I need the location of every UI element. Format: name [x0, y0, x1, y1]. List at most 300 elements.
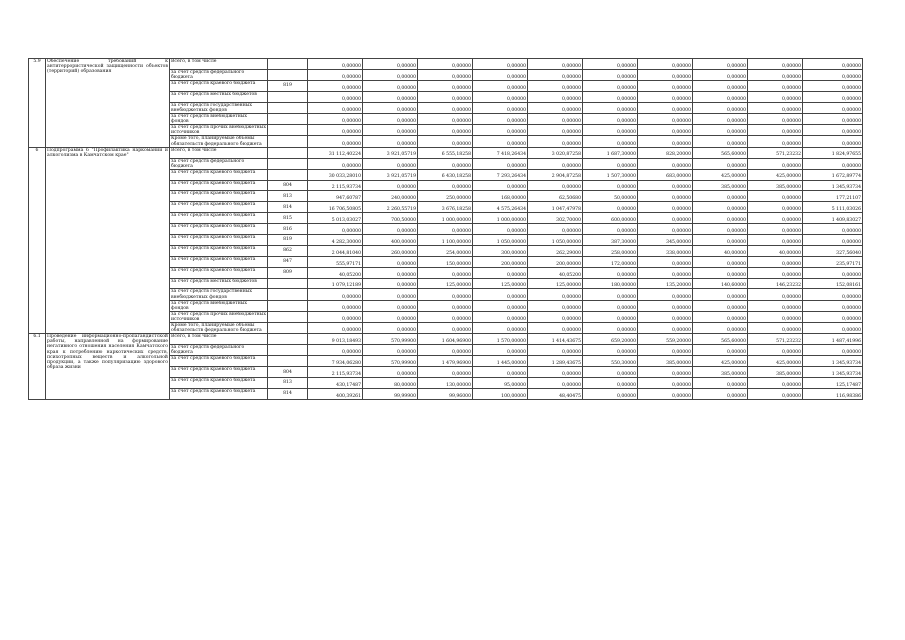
funding-source: за счет средств прочих внебюджетных источников: [171, 311, 266, 322]
amount-year: 659,20000: [583, 334, 638, 345]
amount-year: 0,00000: [803, 91, 863, 102]
amount-year: 0,00000: [748, 81, 803, 92]
amount-year: 0,00000: [638, 267, 693, 278]
amount-total: 555,97171: [308, 256, 363, 267]
amount-year: 0,00000: [473, 81, 528, 92]
amount-year: 0,00000: [363, 289, 418, 300]
amount-year: 0,00000: [638, 158, 693, 169]
amount-year: 2 260,55719: [363, 202, 418, 213]
amount-year: 258,00000: [583, 245, 638, 256]
amount-year: 1 050,00000: [473, 235, 528, 246]
amount-year: 1 289,43675: [528, 356, 583, 367]
amount-year: 0,00000: [638, 69, 693, 80]
amount-year: 0,00000: [638, 202, 693, 213]
amount-year: 0,00000: [803, 59, 863, 70]
amount-year: 0,00000: [528, 69, 583, 80]
amount-year: 0,00000: [528, 311, 583, 322]
amount-year: 0,00000: [583, 158, 638, 169]
budget-code: [268, 91, 308, 102]
funding-source: за счет средств государственных внебюджетных фондов: [170, 102, 268, 113]
funding-source: за счет средств федерального бюджета: [170, 345, 268, 356]
amount-year: 0,00000: [748, 300, 803, 311]
amount-year: 385,00000: [693, 180, 748, 191]
amount-year: 177,21107: [803, 191, 863, 202]
amount-year: 0,00000: [803, 224, 863, 235]
budget-code: 814: [268, 388, 308, 399]
amount-year: 0,00000: [748, 267, 803, 278]
amount-year: 0,00000: [803, 69, 863, 80]
amount-year: 0,00000: [418, 300, 473, 311]
amount-year: 62,50680: [528, 191, 583, 202]
amount-year: 7 418,26434: [473, 147, 528, 158]
amount-year: 0,00000: [528, 59, 583, 70]
amount-year: 0,00000: [693, 202, 748, 213]
amount-year: 0,00000: [803, 102, 863, 113]
funding-source: за счет средств государственных внебюджетных фондов: [170, 289, 268, 300]
amount-total: 2 115,93734: [308, 367, 363, 378]
amount-year: 172,00000: [583, 256, 638, 267]
amount-year: 0,00000: [748, 289, 803, 300]
amount-total: 40,05200: [308, 267, 363, 278]
amount-year: 0,00000: [748, 323, 803, 334]
amount-year: 0,00000: [748, 114, 803, 125]
budget-code: [268, 114, 308, 125]
amount-year: 0,00000: [748, 235, 803, 246]
amount-year: 0,00000: [363, 323, 418, 334]
amount-year: 0,00000: [473, 102, 528, 113]
amount-year: 0,00000: [803, 136, 863, 147]
amount-year: 0,00000: [363, 180, 418, 191]
funding-source: за счет средств краевого бюджета: [170, 224, 268, 235]
amount-year: 0,00000: [473, 323, 528, 334]
amount-year: 0,00000: [638, 191, 693, 202]
amount-year: 0,00000: [418, 158, 473, 169]
amount-year: 0,00000: [473, 125, 528, 136]
amount-total: 947,60787: [308, 191, 363, 202]
budget-code: [268, 136, 308, 147]
amount-total: 2 115,93734: [308, 180, 363, 191]
budget-code: [268, 289, 308, 300]
budget-code: [268, 125, 308, 136]
amount-year: 0,00000: [583, 388, 638, 399]
amount-year: 0,00000: [803, 289, 863, 300]
amount-year: 0,00000: [528, 289, 583, 300]
amount-year: 260,00000: [363, 245, 418, 256]
amount-total: 0,00000: [308, 311, 363, 322]
amount-year: 3 921,05719: [363, 147, 418, 158]
funding-source: Кроме того, планируемые объемы обязательств федерального бюджета: [170, 136, 268, 147]
budget-code: [268, 323, 308, 334]
amount-year: 0,00000: [693, 114, 748, 125]
amount-total: 16 706,50805: [308, 202, 363, 213]
item-title: Подпрограмма 6 "Профилактика наркомании и алкоголизма в Камчатском крае": [46, 147, 170, 334]
amount-year: 0,00000: [583, 311, 638, 322]
budget-code: [268, 169, 308, 180]
amount-year: 80,00000: [363, 378, 418, 389]
amount-total: 0,00000: [308, 125, 363, 136]
amount-year: 0,00000: [583, 267, 638, 278]
amount-year: 1 672,89774: [803, 169, 863, 180]
amount-year: 0,00000: [583, 378, 638, 389]
amount-year: 0,00000: [748, 125, 803, 136]
amount-year: 3 020,87258: [528, 147, 583, 158]
amount-year: 2 904,87258: [528, 169, 583, 180]
amount-year: 0,00000: [638, 311, 693, 322]
budget-code: 804: [268, 367, 308, 378]
amount-year: 0,00000: [418, 59, 473, 70]
amount-year: 565,60000: [693, 334, 748, 345]
amount-total: 2 044,81040: [308, 245, 363, 256]
amount-year: 0,00000: [748, 345, 803, 356]
amount-year: 0,00000: [418, 91, 473, 102]
amount-year: 1 479,96900: [418, 356, 473, 367]
amount-year: 0,00000: [748, 59, 803, 70]
item-number: 5.9: [29, 59, 46, 148]
amount-year: 0,00000: [693, 256, 748, 267]
amount-year: 0,00000: [363, 345, 418, 356]
amount-year: 0,00000: [528, 136, 583, 147]
amount-year: 0,00000: [473, 367, 528, 378]
amount-year: 50,00000: [583, 191, 638, 202]
amount-year: 0,00000: [803, 125, 863, 136]
amount-year: 250,00000: [418, 191, 473, 202]
amount-year: 385,00000: [748, 180, 803, 191]
amount-year: 0,00000: [748, 213, 803, 224]
budget-code: [268, 147, 308, 158]
budget-table: [28, 58, 863, 400]
amount-year: 1 570,00000: [473, 334, 528, 345]
amount-year: 0,00000: [693, 300, 748, 311]
amount-total: 0,00000: [308, 158, 363, 169]
amount-year: 0,00000: [693, 102, 748, 113]
amount-year: 0,00000: [693, 91, 748, 102]
funding-source: Всего, в том числе: [170, 59, 268, 70]
amount-year: 0,00000: [418, 267, 473, 278]
amount-year: 0,00000: [583, 224, 638, 235]
budget-code: 815: [268, 213, 308, 224]
amount-year: 1 409,83027: [803, 213, 863, 224]
amount-year: 99,96000: [418, 388, 473, 399]
amount-year: 200,00000: [528, 256, 583, 267]
amount-total: 0,00000: [308, 289, 363, 300]
amount-year: 0,00000: [583, 69, 638, 80]
amount-year: 0,00000: [693, 289, 748, 300]
funding-source: за счет средств краевого бюджета: [170, 245, 268, 256]
amount-year: 1 604,96900: [418, 334, 473, 345]
amount-year: 300,00000: [473, 245, 528, 256]
amount-total: 5 013,03027: [308, 213, 363, 224]
amount-year: 0,00000: [528, 91, 583, 102]
amount-year: 0,00000: [363, 300, 418, 311]
amount-year: 262,29000: [528, 245, 583, 256]
budget-code: 804: [268, 180, 308, 191]
amount-year: 0,00000: [583, 180, 638, 191]
funding-source: за счет средств краевого бюджета: [170, 202, 268, 213]
amount-year: 0,00000: [638, 59, 693, 70]
amount-year: 0,00000: [693, 81, 748, 92]
amount-total: 0,00000: [308, 224, 363, 235]
amount-year: 0,00000: [363, 114, 418, 125]
amount-year: 385,00000: [693, 367, 748, 378]
amount-year: 0,00000: [363, 136, 418, 147]
amount-year: 0,00000: [693, 267, 748, 278]
amount-year: 146,23232: [748, 278, 803, 289]
amount-year: 425,00000: [748, 169, 803, 180]
funding-source: за счет средств краевого бюджета: [170, 256, 268, 267]
budget-code: [268, 59, 308, 70]
amount-year: 0,00000: [748, 224, 803, 235]
amount-year: 345,00000: [638, 235, 693, 246]
table-row: [29, 334, 863, 345]
amount-year: 0,00000: [638, 289, 693, 300]
amount-year: 0,00000: [528, 224, 583, 235]
amount-year: 95,00000: [473, 378, 528, 389]
amount-year: 0,00000: [748, 256, 803, 267]
amount-total: 0,00000: [308, 59, 363, 70]
amount-year: 0,00000: [583, 59, 638, 70]
amount-year: 0,00000: [363, 311, 418, 322]
amount-year: 235,97171: [803, 256, 863, 267]
amount-year: 400,00000: [363, 235, 418, 246]
amount-year: 0,00000: [418, 311, 473, 322]
amount-year: 125,00000: [473, 278, 528, 289]
amount-year: 0,00000: [638, 180, 693, 191]
amount-year: 0,00000: [473, 136, 528, 147]
amount-year: 40,00000: [748, 245, 803, 256]
amount-year: 0,00000: [693, 213, 748, 224]
amount-year: 130,00000: [418, 378, 473, 389]
funding-source: за счет средств прочих внебюджетных источников: [171, 125, 266, 136]
amount-year: 0,00000: [528, 323, 583, 334]
amount-year: 0,00000: [803, 81, 863, 92]
amount-year: 1 000,00000: [473, 213, 528, 224]
amount-year: 571,23232: [748, 334, 803, 345]
amount-year: 0,00000: [748, 378, 803, 389]
amount-year: 0,00000: [418, 81, 473, 92]
amount-year: 0,00000: [363, 81, 418, 92]
amount-year: 240,00000: [363, 191, 418, 202]
budget-code: 813: [268, 378, 308, 389]
amount-year: 0,00000: [528, 81, 583, 92]
amount-total: 31 112,40224: [308, 147, 363, 158]
budget-code: [268, 334, 308, 345]
amount-year: 0,00000: [638, 345, 693, 356]
funding-source: за счет средств краевого бюджета: [170, 213, 268, 224]
funding-source: за счет средств краевого бюджета: [170, 81, 268, 92]
amount-year: 0,00000: [583, 125, 638, 136]
budget-code: [268, 102, 308, 113]
amount-total: 0,00000: [308, 136, 363, 147]
item-title: Проведение информационно-пропагандистской работы, направленной на формирование негативного отношения населения Камчатского края к потреблению наркотических средств, психотропных веществ и алкогольной продукции, а также популяризацию здорового образа жизни: [46, 334, 170, 400]
amount-year: 0,00000: [528, 378, 583, 389]
budget-code: [268, 278, 308, 289]
funding-source: за счет средств внебюджетных фондов: [170, 114, 268, 125]
amount-year: 0,00000: [638, 136, 693, 147]
item-number: 6: [29, 147, 46, 334]
amount-year: 0,00000: [473, 114, 528, 125]
amount-total: 9 013,18493: [308, 334, 363, 345]
item-number: 6.1: [29, 334, 46, 400]
amount-year: 302,70000: [528, 213, 583, 224]
budget-code: 813: [268, 191, 308, 202]
amount-year: 387,30000: [583, 235, 638, 246]
funding-source: за счет средств краевого бюджета: [170, 378, 268, 389]
amount-year: 0,00000: [418, 114, 473, 125]
amount-year: 0,00000: [418, 69, 473, 80]
amount-year: 338,00000: [638, 245, 693, 256]
amount-year: 1 445,00000: [473, 356, 528, 367]
funding-source: за счет средств краевого бюджета: [170, 169, 268, 180]
funding-source: за счет средств местных бюджетов: [170, 91, 268, 102]
amount-total: 0,00000: [308, 69, 363, 80]
amount-year: 0,00000: [363, 59, 418, 70]
amount-year: 1 100,00000: [418, 235, 473, 246]
amount-year: 140,60000: [693, 278, 748, 289]
budget-code: 814: [268, 202, 308, 213]
amount-year: 0,00000: [363, 367, 418, 378]
amount-year: 0,00000: [363, 224, 418, 235]
amount-year: 828,20000: [638, 147, 693, 158]
amount-year: 0,00000: [528, 114, 583, 125]
amount-year: 1 000,00000: [418, 213, 473, 224]
amount-total: 430,17487: [308, 378, 363, 389]
budget-code: [268, 69, 308, 80]
amount-year: 0,00000: [748, 102, 803, 113]
budget-code: 819: [268, 235, 308, 246]
budget-code: 847: [268, 256, 308, 267]
amount-year: 0,00000: [638, 378, 693, 389]
amount-year: 0,00000: [638, 224, 693, 235]
amount-year: 0,00000: [803, 323, 863, 334]
amount-year: 0,00000: [638, 81, 693, 92]
budget-code: 809: [268, 267, 308, 278]
amount-year: 5 111,03026: [803, 202, 863, 213]
amount-year: 0,00000: [638, 388, 693, 399]
item-title: Обеспечение требований к антитеррористической защищенности объектов (территорий) образования: [46, 59, 170, 148]
funding-source: за счет средств краевого бюджета: [170, 267, 268, 278]
amount-year: 1 345,93734: [803, 356, 863, 367]
amount-year: 565,60000: [693, 147, 748, 158]
amount-year: 0,00000: [748, 311, 803, 322]
amount-year: 0,00000: [418, 345, 473, 356]
budget-code: [268, 158, 308, 169]
funding-source: за счет средств краевого бюджета: [170, 191, 268, 202]
amount-year: 0,00000: [583, 300, 638, 311]
amount-year: 0,00000: [528, 180, 583, 191]
amount-year: 0,00000: [638, 300, 693, 311]
budget-code: [268, 300, 308, 311]
amount-year: 0,00000: [583, 136, 638, 147]
amount-year: 1 687,30000: [583, 147, 638, 158]
amount-year: 48,40475: [528, 388, 583, 399]
amount-year: 0,00000: [803, 311, 863, 322]
amount-year: 168,00000: [473, 191, 528, 202]
budget-code: 816: [268, 224, 308, 235]
amount-year: 385,00000: [748, 367, 803, 378]
funding-source: за счет средств внебюджетных фондов: [170, 300, 268, 311]
amount-year: 100,00000: [473, 388, 528, 399]
amount-year: 0,00000: [363, 91, 418, 102]
amount-year: 1 507,30000: [583, 169, 638, 180]
amount-year: 0,00000: [693, 323, 748, 334]
amount-year: 0,00000: [363, 102, 418, 113]
funding-source: за счет средств краевого бюджета: [170, 367, 268, 378]
amount-year: 385,00000: [638, 356, 693, 367]
amount-year: 0,00000: [638, 114, 693, 125]
amount-year: 0,00000: [693, 125, 748, 136]
budget-code: 862: [268, 245, 308, 256]
amount-year: 0,00000: [638, 91, 693, 102]
amount-year: 0,00000: [803, 114, 863, 125]
amount-year: 0,00000: [693, 69, 748, 80]
amount-year: 0,00000: [528, 125, 583, 136]
amount-year: 0,00000: [638, 367, 693, 378]
amount-total: 30 033,28010: [308, 169, 363, 180]
amount-year: 0,00000: [638, 102, 693, 113]
amount-year: 0,00000: [693, 388, 748, 399]
budget-code: [268, 345, 308, 356]
amount-year: 0,00000: [693, 235, 748, 246]
amount-year: 40,00000: [693, 245, 748, 256]
amount-year: 0,00000: [583, 202, 638, 213]
amount-year: 0,00000: [583, 114, 638, 125]
amount-year: 0,00000: [693, 378, 748, 389]
amount-total: 0,00000: [308, 345, 363, 356]
amount-year: 125,00000: [528, 278, 583, 289]
amount-year: 0,00000: [803, 267, 863, 278]
amount-total: 0,00000: [308, 102, 363, 113]
budget-code: [268, 311, 308, 322]
amount-year: 570,99900: [363, 356, 418, 367]
amount-year: 99,99900: [363, 388, 418, 399]
amount-year: 0,00000: [583, 91, 638, 102]
amount-total: 0,00000: [308, 114, 363, 125]
amount-year: 0,00000: [583, 323, 638, 334]
amount-year: 0,00000: [473, 300, 528, 311]
budget-table-sheet: [28, 58, 862, 400]
amount-year: 6 555,18258: [418, 147, 473, 158]
amount-year: 0,00000: [418, 367, 473, 378]
amount-year: 0,00000: [473, 69, 528, 80]
amount-year: 4 575,26434: [473, 202, 528, 213]
budget-code: [268, 356, 308, 367]
amount-year: 0,00000: [473, 289, 528, 300]
amount-year: 200,00000: [473, 256, 528, 267]
funding-source: Всего, в том числе: [170, 334, 268, 345]
amount-year: 116,98386: [803, 388, 863, 399]
amount-year: 0,00000: [748, 136, 803, 147]
funding-source: Всего, в том числе: [170, 147, 268, 158]
amount-year: 0,00000: [418, 136, 473, 147]
amount-total: 4 282,30000: [308, 235, 363, 246]
amount-year: 0,00000: [803, 235, 863, 246]
amount-year: 0,00000: [583, 102, 638, 113]
amount-year: 600,00000: [583, 213, 638, 224]
amount-total: 7 934,06280: [308, 356, 363, 367]
amount-year: 425,00000: [693, 356, 748, 367]
amount-year: 0,00000: [803, 345, 863, 356]
amount-year: 425,00000: [748, 356, 803, 367]
amount-year: 1 047,47978: [528, 202, 583, 213]
amount-year: 0,00000: [693, 136, 748, 147]
amount-year: 0,00000: [693, 311, 748, 322]
amount-year: 0,00000: [473, 311, 528, 322]
amount-year: 570,99900: [363, 334, 418, 345]
funding-source: за счет средств краевого бюджета: [170, 356, 268, 367]
amount-year: 0,00000: [473, 267, 528, 278]
amount-year: 0,00000: [473, 180, 528, 191]
amount-total: 0,00000: [308, 300, 363, 311]
